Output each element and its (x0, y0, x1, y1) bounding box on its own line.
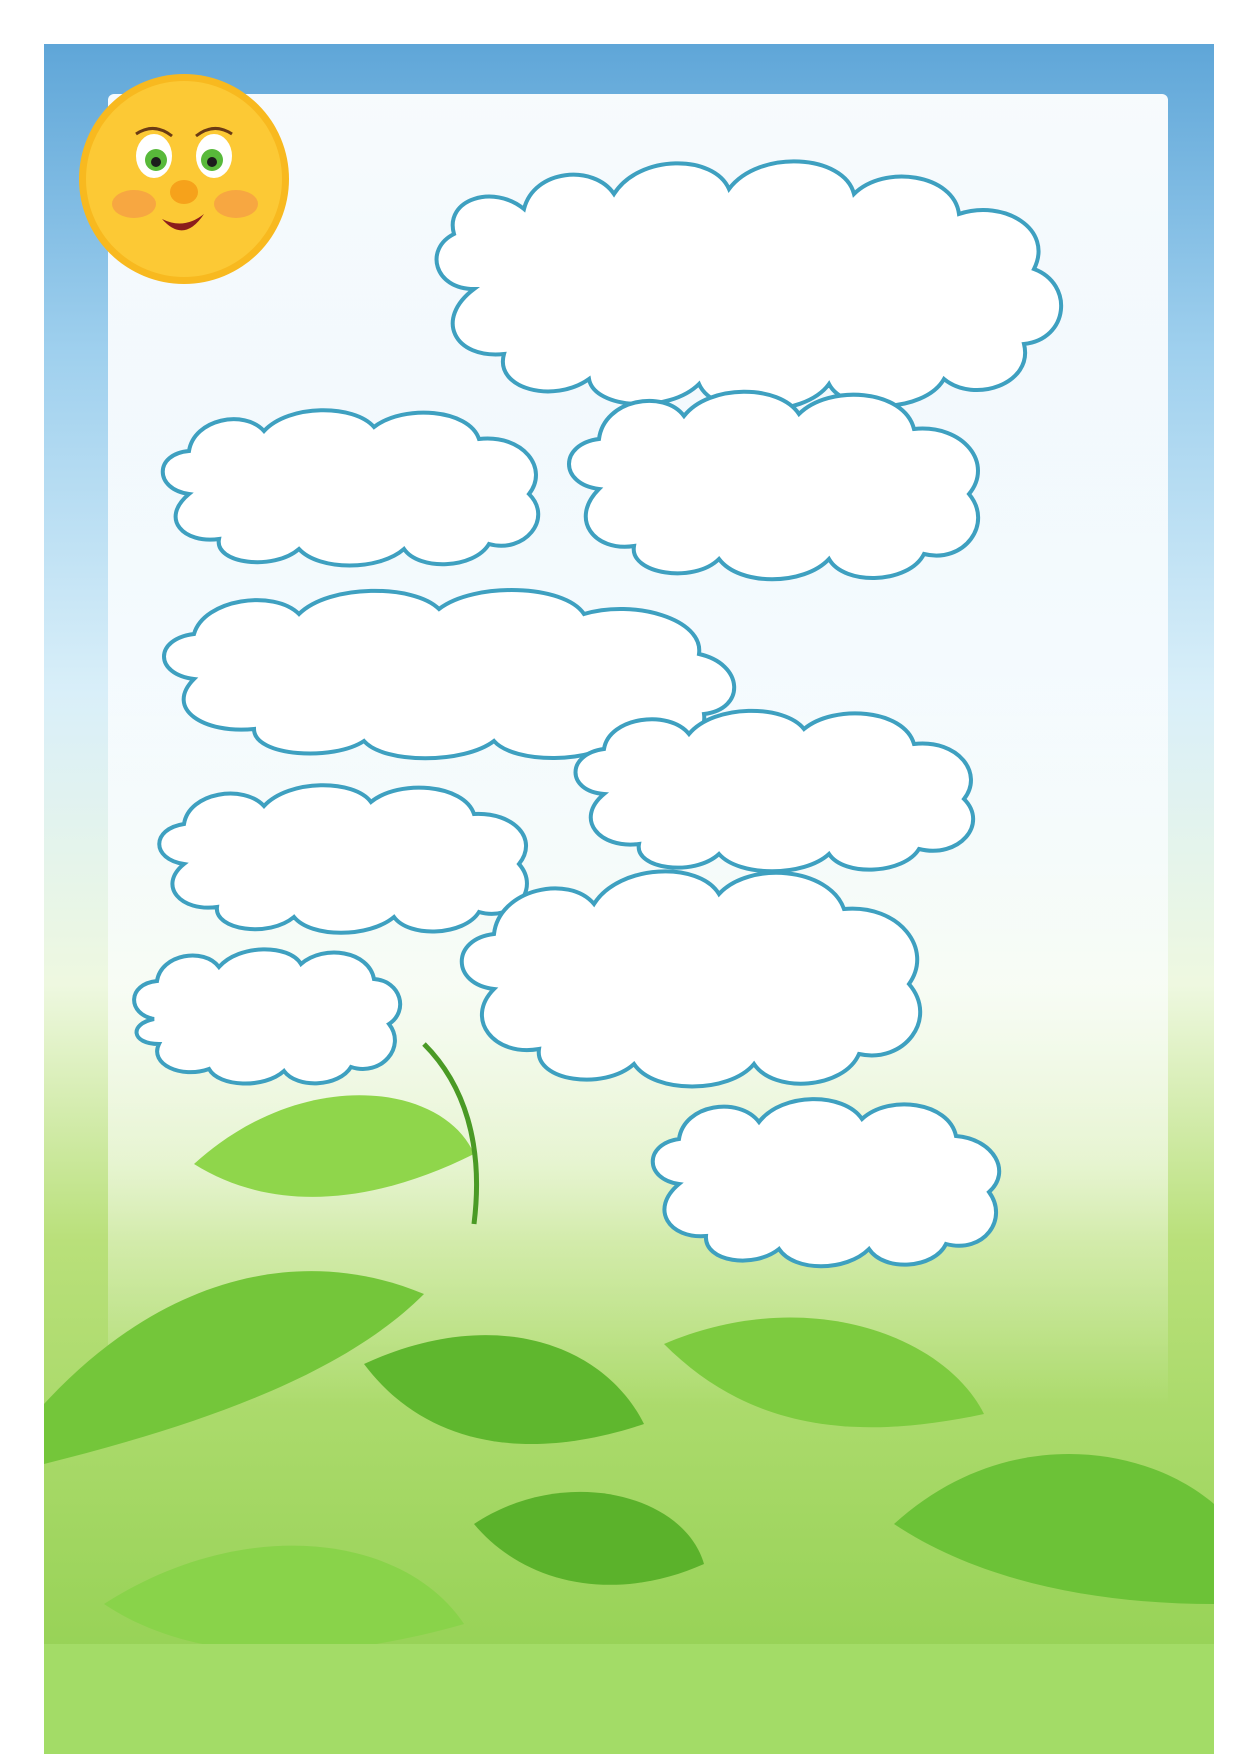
daisy-flowers (44, 44, 1214, 1754)
green-leaves (44, 1044, 1214, 1754)
summer-tasks-poster (44, 44, 1214, 1754)
